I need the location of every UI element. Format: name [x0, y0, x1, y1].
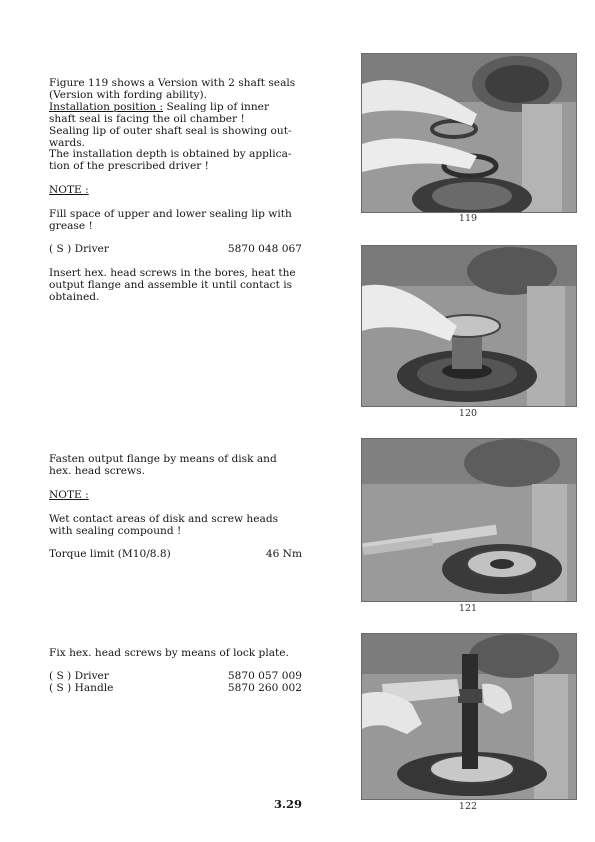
note-line: Fill space of upper and lower sealing lip with — [49, 208, 292, 221]
torque-row — [49, 549, 302, 561]
paragraph-line: tion of the prescribed driver ! — [49, 160, 209, 173]
torque-value: 46 Nm — [265, 547, 302, 560]
tool-label: ( S ) Driver — [49, 242, 109, 255]
tool-label: ( S ) Handle — [49, 681, 114, 694]
figure-122-photo — [361, 633, 577, 800]
figure-caption: 119 — [458, 213, 478, 224]
paragraph-line: wards. — [49, 136, 86, 149]
figure-120-photo — [361, 245, 577, 407]
torque-label: Torque limit (M10/8.8) — [49, 547, 171, 560]
paragraph-line: shaft seal is facing the oil chamber ! — [49, 112, 245, 125]
tool-number: 5870 260 002 — [227, 681, 302, 694]
installation-position-label: Installation position : — [49, 100, 164, 113]
install-rest: Sealing lip of inner — [163, 100, 270, 113]
paragraph-line: hex. head screws. — [49, 464, 145, 477]
paragraph-line: Sealing lip of outer shaft seal is showing out- — [49, 124, 292, 137]
section-1-text — [49, 78, 302, 304]
tool-row — [49, 683, 302, 695]
tool-number: 5870 048 067 — [227, 242, 302, 255]
paragraph-line: Fix hex. head screws by means of lock plate. — [49, 647, 289, 659]
paragraph-line: Insert hex. head screws in the bores, heat the — [49, 266, 296, 279]
figure-caption: 122 — [458, 801, 478, 812]
note-line: grease ! — [49, 220, 93, 233]
figure-caption: 120 — [458, 408, 478, 419]
paragraph-line: Figure 119 shows a Version with 2 shaft seals — [49, 77, 296, 89]
note-line: Wet contact areas of disk and screw heads — [49, 512, 279, 525]
figure-119-photo — [361, 53, 577, 213]
figure-121-photo — [361, 438, 577, 602]
figure-caption: 121 — [458, 603, 478, 614]
tool-number: 5870 057 009 — [227, 669, 302, 682]
paragraph-line: The installation depth is obtained by applica- — [49, 148, 292, 161]
section-2-text — [49, 454, 302, 560]
note-line: with sealing compound ! — [49, 524, 182, 537]
paragraph-line: Fasten output flange by means of disk and — [49, 453, 277, 465]
paragraph-line: obtained. — [49, 290, 100, 303]
page-number: 3.29 — [273, 797, 302, 811]
tool-row — [49, 244, 302, 256]
note-heading: NOTE : — [49, 488, 89, 501]
paragraph-line: (Version with fording ability). — [49, 88, 207, 101]
section-3-text — [49, 648, 302, 695]
tool-label: ( S ) Driver — [49, 669, 109, 682]
install-line — [49, 102, 302, 114]
paragraph-line: output flange and assemble it until contact is — [49, 278, 293, 291]
note-heading: NOTE : — [49, 184, 89, 197]
